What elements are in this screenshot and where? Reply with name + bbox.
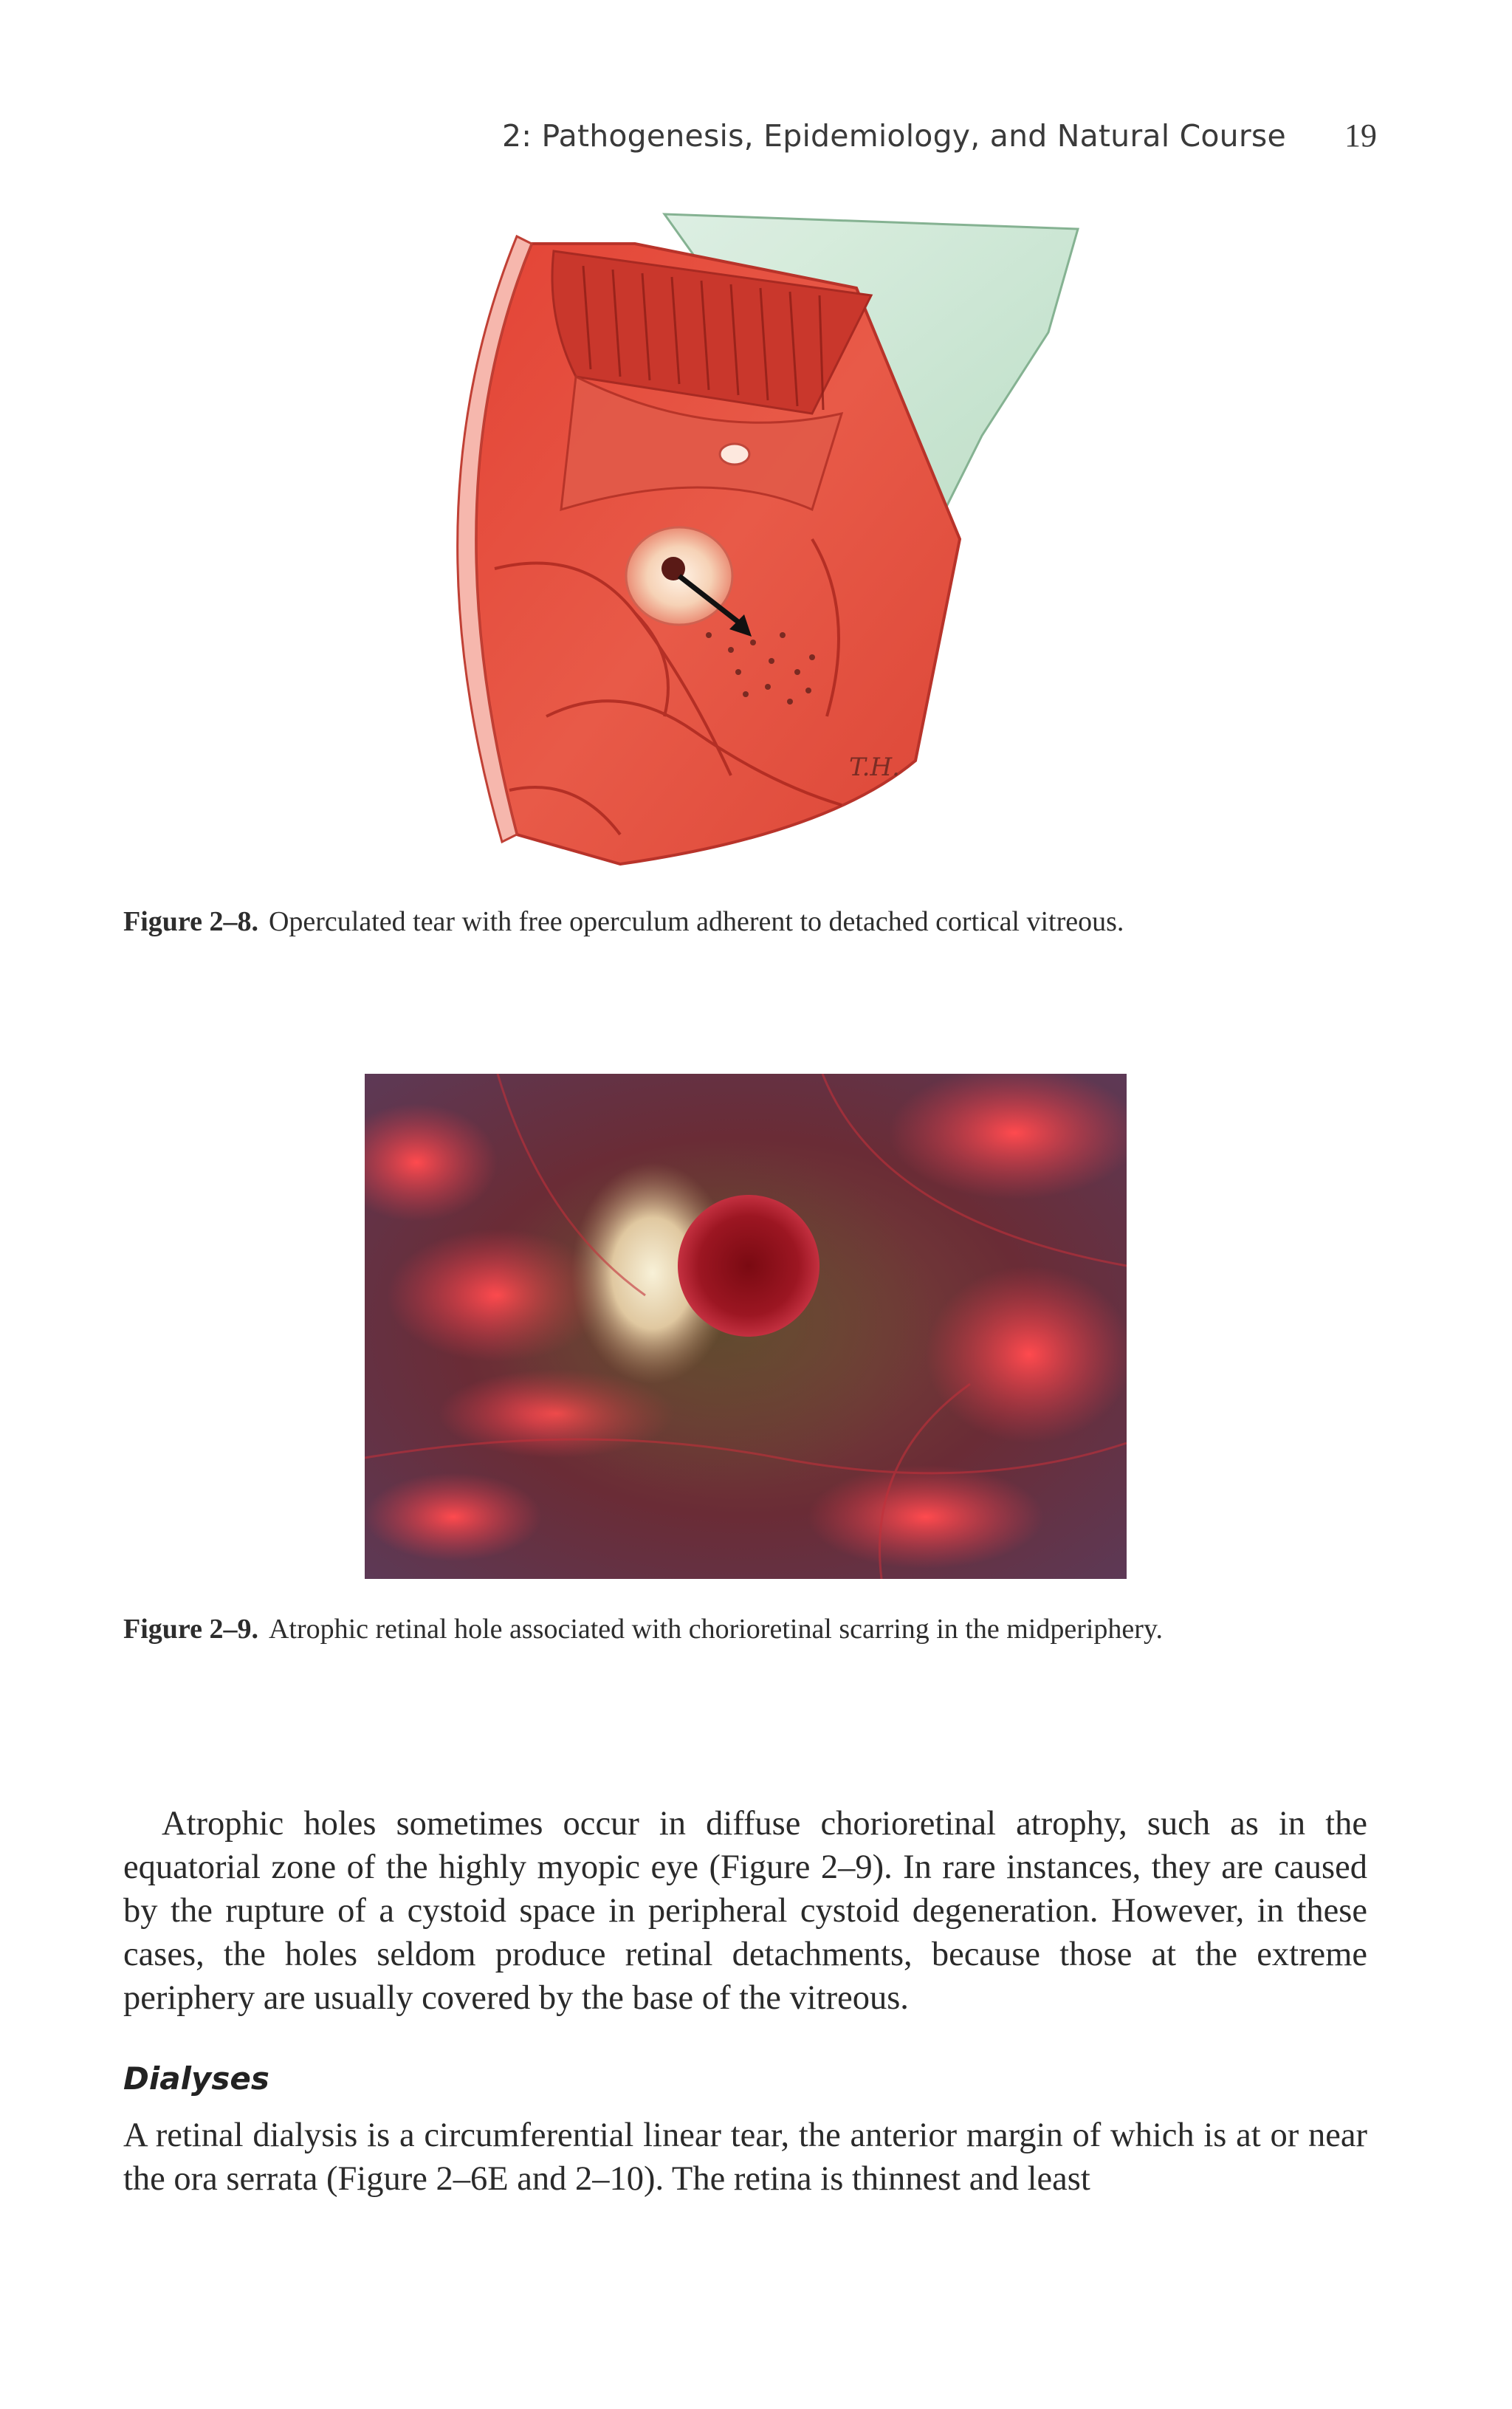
caption-text: Atrophic retinal hole associated with chorioretinal scarring in the midperiphery.: [268, 1614, 1163, 1645]
figure-2-9-photo: [365, 1074, 1127, 1579]
red-patch: [808, 1465, 1044, 1569]
running-head-title: 2: Pathogenesis, Epidemiology, and Natural Course: [502, 118, 1286, 154]
artist-signature: T.H.: [849, 753, 900, 782]
figure-2-8-illustration: [399, 199, 1107, 886]
section-heading: Dialyses: [123, 2060, 269, 2097]
fundus-photograph: [365, 1074, 1127, 1579]
caption-label: Figure 2–8.: [123, 906, 258, 937]
red-patch: [365, 1473, 542, 1561]
operculum: [720, 444, 749, 465]
red-patch: [926, 1266, 1127, 1443]
body-paragraph: A retinal dialysis is a circumferential linear tear, the anterior margin of which is at or near the ora serrata (Figure 2–6E and 2–10). The retina is thinnest and least: [123, 2117, 1367, 2198]
atrophic-hole: [678, 1195, 819, 1337]
body-paragraph: Atrophic holes sometimes occur in diffuse chorioretinal atrophy, such as in the equatorial zone of the highly myopic eye (Figure 2–9). In rare instances, they are caused by the rupture of a cystoid space in peripheral cystoid degeneration. However, in these cases, the holes seldom produce retinal detachments, because those at the extreme periphery are usually covered by the base of the vitreous.: [123, 1805, 1367, 2017]
caption-label: Figure 2–9.: [123, 1614, 258, 1645]
figure-2-9-caption: [123, 1611, 1378, 1647]
page-number: 19: [1344, 117, 1377, 154]
operculated-tear-drawing: [399, 199, 1107, 886]
caption-text: Operculated tear with free operculum adherent to detached cortical vitreous.: [268, 906, 1124, 937]
running-head: [502, 117, 1377, 154]
figure-2-8-caption: [123, 904, 1378, 939]
